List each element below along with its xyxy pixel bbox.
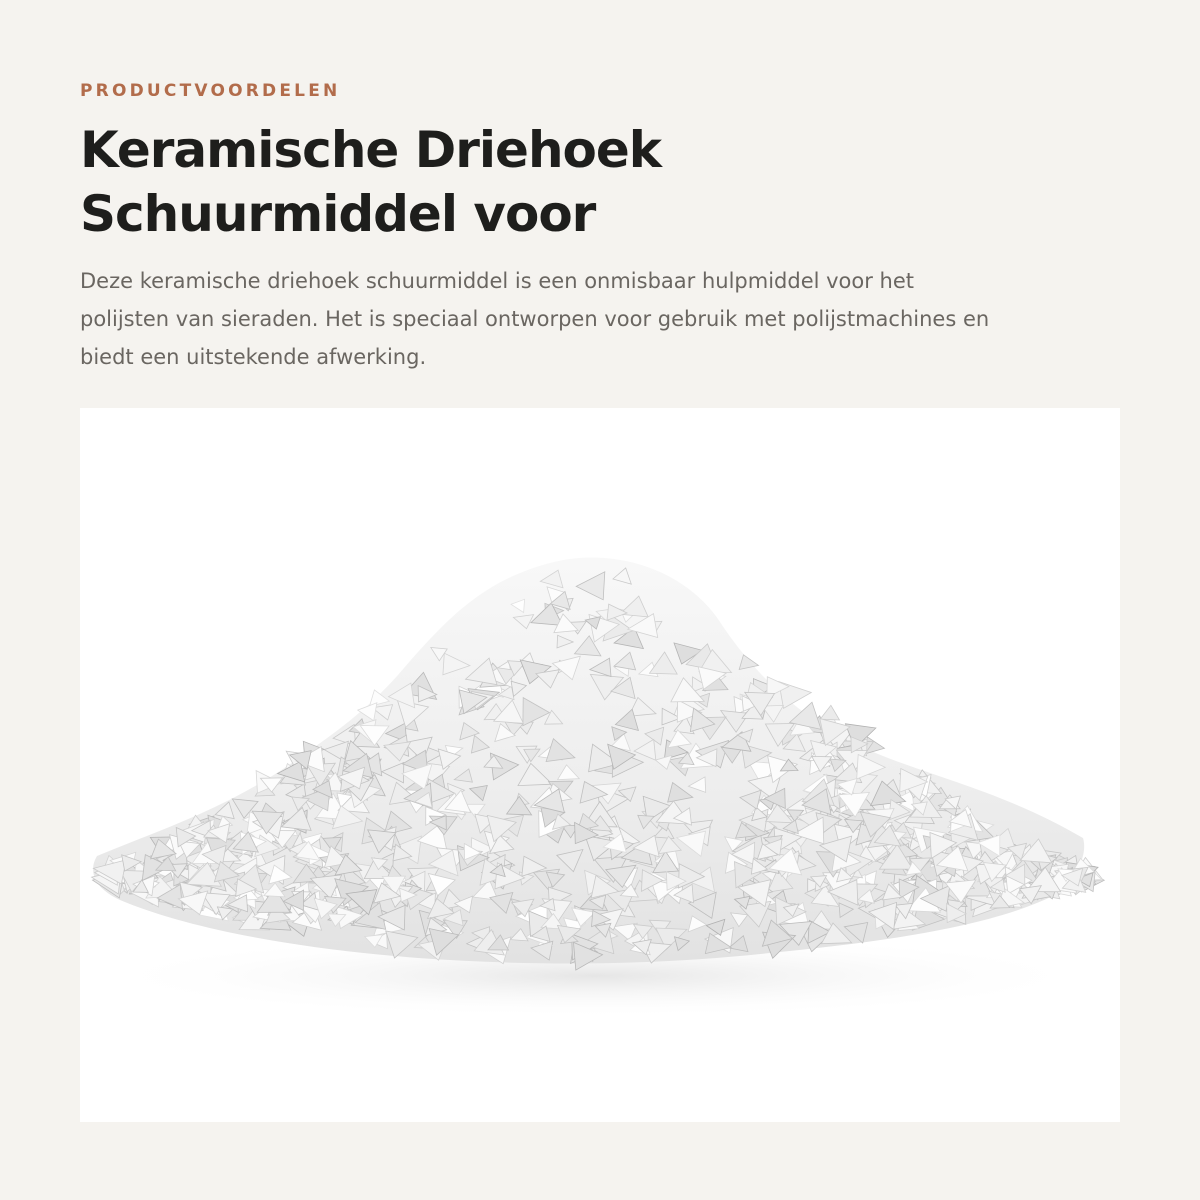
section-eyebrow: PRODUCTVOORDELEN: [80, 81, 341, 101]
product-description: [80, 262, 1080, 376]
ceramic-triangle-piece: [820, 705, 839, 720]
ceramic-media-pile-image: [80, 408, 1120, 1122]
product-description-line-2: polijsten van sieraden. Het is speciaal ontworpen voor gebruik met polijstmachines en: [80, 307, 990, 331]
product-title-line-2: Schuurmiddel voor: [80, 185, 596, 243]
product-image-card: [80, 408, 1120, 1122]
product-description-line-1: Deze keramische driehoek schuurmiddel is een onmisbaar hulpmiddel voor het: [80, 269, 915, 293]
product-title: [80, 118, 840, 246]
ceramic-pieces: [92, 568, 1105, 970]
product-description-line-3: biedt een uitstekende afwerking.: [80, 345, 427, 369]
product-title-line-1: Keramische Driehoek: [80, 121, 662, 179]
